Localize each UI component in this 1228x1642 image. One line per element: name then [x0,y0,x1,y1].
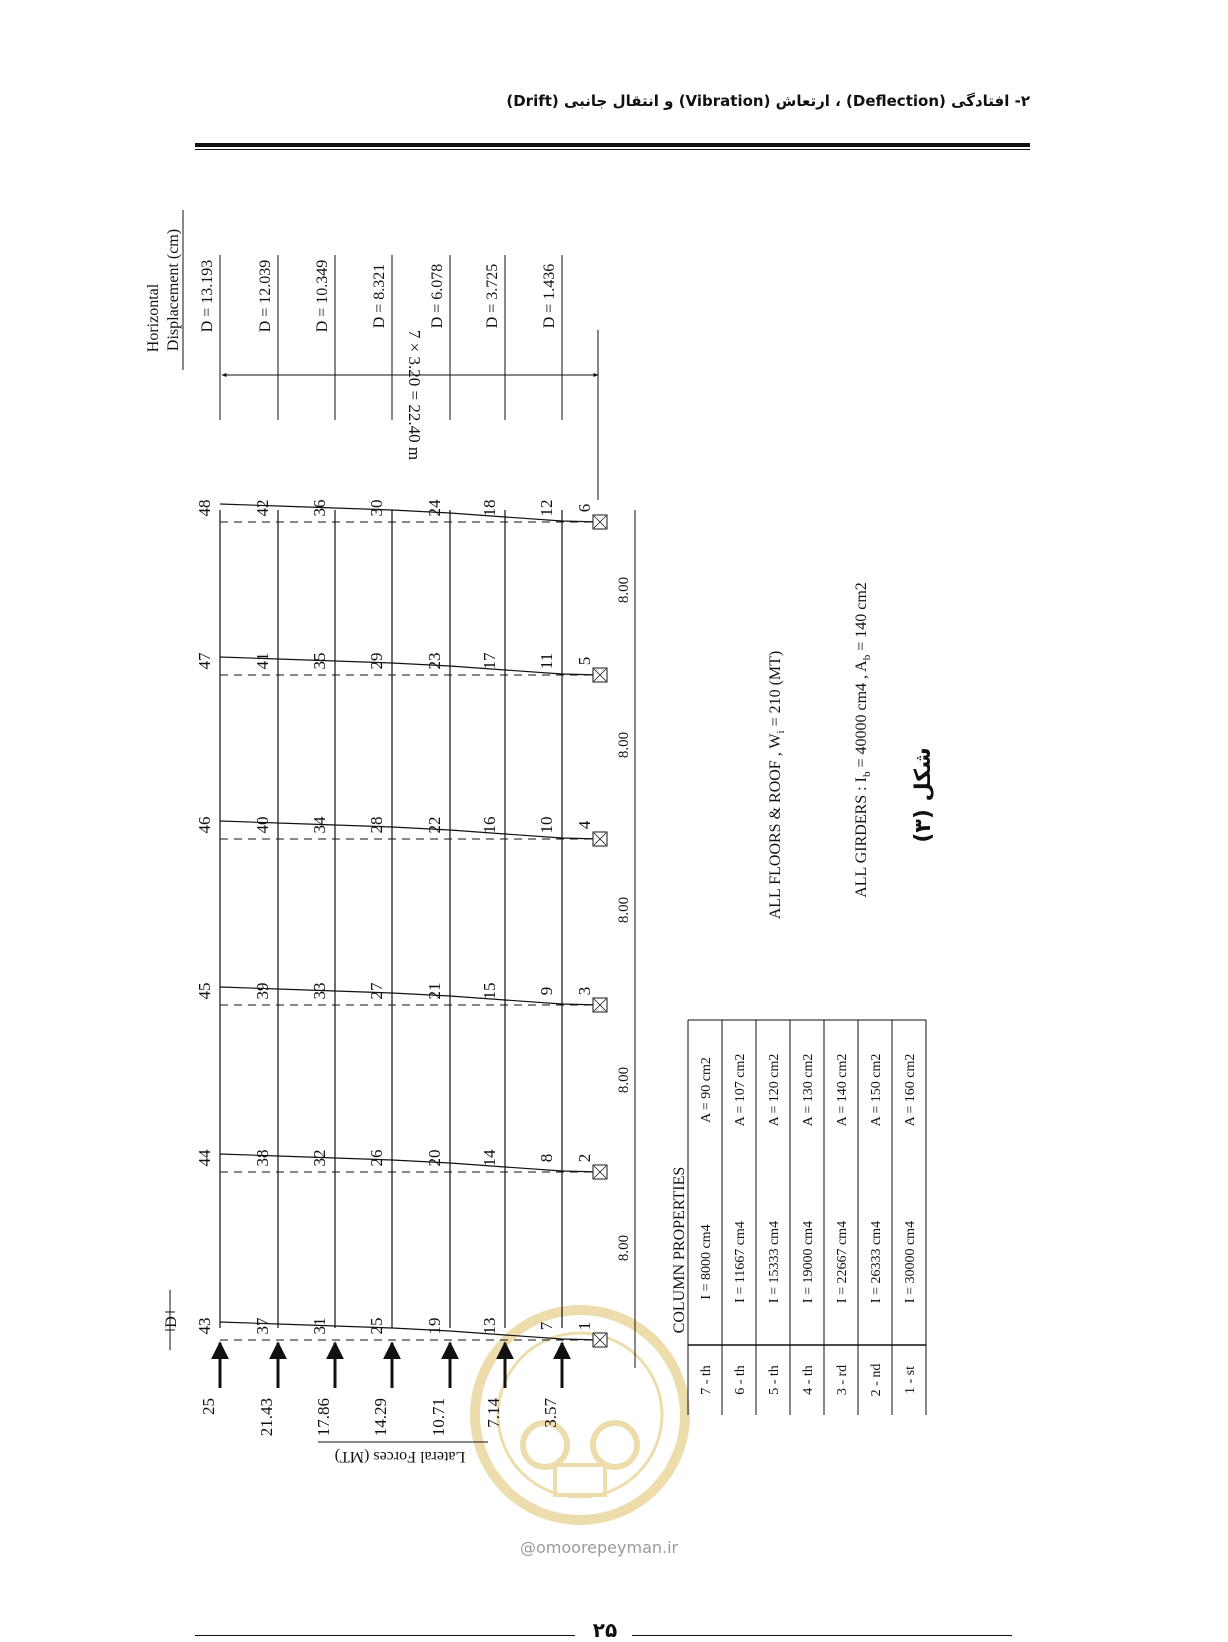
span-label: 8.00 [616,731,632,759]
node-number: 1 [575,1321,594,1331]
displacement-value: D = 1.436 [541,263,558,329]
lateral-force-value: 7.14 [484,1398,503,1428]
node-number: 14 [480,1149,499,1167]
node-number: 16 [480,816,499,834]
node-number: 5 [575,656,594,666]
lateral-force-value: 3.57 [541,1398,560,1428]
node-number: 30 [367,499,386,517]
column-properties-title: COLUMN PROPERTIES [671,1166,688,1334]
lateral-force-value: 21.43 [257,1398,276,1437]
node-number: 3 [575,986,594,996]
span-label: 8.00 [616,1066,632,1094]
span-label: 8.00 [616,576,632,604]
node-number: 38 [253,1149,272,1167]
node-number: 39 [253,982,272,1000]
node-number: 22 [425,816,444,834]
figure-notes [767,582,936,919]
footer-rule-left [195,1635,575,1636]
table-ac-cell: A = 140 cm2 [835,1053,850,1127]
table-story-cell: 1 - st [903,1366,918,1394]
node-number: 36 [310,499,329,517]
table-ic-cell: I = 30000 cm4 [903,1220,918,1304]
node-number: 47 [195,652,214,670]
node-number: 43 [195,1317,214,1335]
node-number: 7 [537,1321,556,1331]
table-story-cell: 3 - rd [835,1364,850,1396]
displacement-value: D = 13.193 [199,259,216,333]
node-number: 27 [367,982,386,1000]
node-number: 23 [425,652,444,670]
node-number: 17 [480,652,499,670]
lateral-force-value: 17.86 [314,1398,333,1437]
displacement-value: D = 6.078 [429,263,446,329]
table-ac-cell: A = 107 cm2 [733,1053,748,1127]
node-number: 29 [367,652,386,670]
span-label: 8.00 [616,896,632,924]
watermark-seal [475,1310,685,1520]
lateral-forces-title: Lateral Forces (MT) [334,1448,466,1465]
node-number: 28 [367,816,386,834]
node-number: 35 [310,652,329,670]
table-ac-cell: A = 120 cm2 [767,1053,782,1127]
watermark-text: @omoorepeyman.ir [520,1538,679,1557]
node-number: 13 [480,1317,499,1335]
table-ac-cell: A = 160 cm2 [903,1053,918,1127]
node-number: 9 [537,986,556,996]
table-ic-cell: I = 19000 cm4 [801,1220,816,1304]
table-ac-cell: A = 150 cm2 [869,1053,884,1127]
node-number: 32 [310,1149,329,1167]
node-number: 4 [575,820,594,830]
table-ac-cell: A = 90 cm2 [699,1057,714,1123]
floors-note: ALL FLOORS & ROOF , $W_i = 210$ (MT) [767,650,787,920]
node-number: 25 [367,1317,386,1335]
node-number: 44 [195,1149,214,1167]
node-number: 46 [195,816,214,834]
page-number: ۲۵ [592,1618,618,1642]
node-number: 12 [537,499,556,517]
node-number: 41 [253,652,272,670]
displacement-value: D = 10.349 [314,259,331,333]
span-label: 8.00 [616,1234,632,1262]
table-story-cell: 2 - nd [869,1363,884,1397]
node-number: 31 [310,1317,329,1335]
node-number: 42 [253,499,272,517]
node-number: 26 [367,1149,386,1167]
table-story-cell: 6 - th [733,1365,748,1395]
node-number: 15 [480,982,499,1000]
node-number: 6 [575,503,594,513]
node-number: 33 [310,982,329,1000]
table-ac-cell: A = 130 cm2 [801,1053,816,1127]
table-story-cell: 4 - th [801,1365,816,1395]
node-number: 11 [537,652,556,670]
table-ic-cell: I = 15333 cm4 [767,1220,782,1304]
displacement-title: Horizontal [145,283,162,353]
table-story-cell: 7 - th [699,1365,714,1395]
girders-note: ALL GIRDERS : $I_b = 40000$ cm4 , $A_b = 140$ cm2 [853,582,873,898]
d-marker-label: D [163,1316,180,1328]
table-ic-cell: I = 11667 cm4 [733,1221,748,1303]
node-number: 2 [575,1153,594,1163]
node-number: 34 [310,816,329,834]
lateral-force-value: 10.71 [429,1398,448,1437]
figure-caption: شکل (۳) [911,747,936,843]
lateral-force-value: 25 [199,1398,218,1415]
node-number: 19 [425,1317,444,1335]
page-header: ۲- افتادگی (Deflection) ، ارتعاش (Vibration) و انتقال جانبی (Drift) [506,92,1030,110]
displacement-title: Displacement (cm) [165,228,182,352]
displacement-value: D = 3.725 [484,263,501,329]
table-ic-cell: I = 26333 cm4 [869,1220,884,1304]
node-number: 24 [425,499,444,517]
node-number: 48 [195,499,214,517]
table-ic-cell: I = 22667 cm4 [835,1220,850,1304]
node-number: 18 [480,499,499,517]
lateral-force-value: 14.29 [371,1398,390,1437]
table-story-cell: 5 - th [767,1365,782,1395]
frame-diagram [220,488,635,1388]
footer-rule-right [632,1635,1012,1636]
node-number: 37 [253,1317,272,1335]
node-number: 8 [537,1153,556,1163]
table-ic-cell: I = 8000 cm4 [699,1224,714,1300]
displacement-value: D = 8.321 [371,263,388,329]
displacement-value: D = 12.039 [257,259,274,333]
node-number: 45 [195,982,214,1000]
node-number: 40 [253,816,272,834]
story-height-label: 7 × 3.20 = 22.40 m [405,329,424,461]
node-number: 20 [425,1149,444,1167]
node-number: 21 [425,982,444,1000]
node-number: 10 [537,816,556,834]
column-properties-table [671,1020,926,1415]
